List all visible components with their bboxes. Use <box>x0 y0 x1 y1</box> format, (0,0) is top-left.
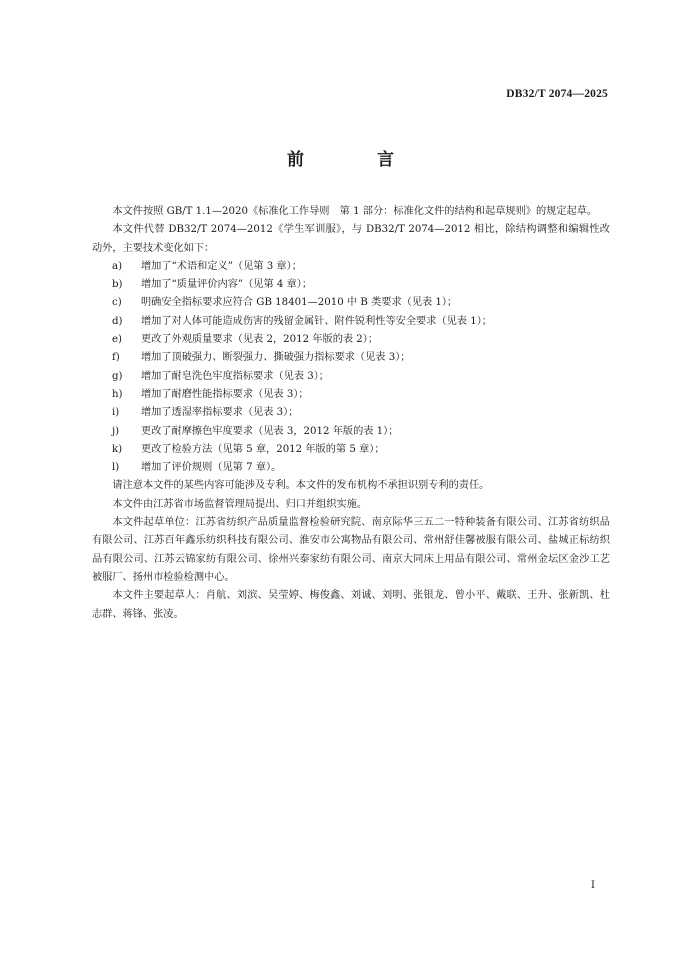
list-marker: k) <box>112 443 123 455</box>
paragraph-drafting-basis: 本文件按照 GB/T 1.1—2020《标准化工作导则 第 1 部分：标准化文件的结构和起草规则》的规定起草。 <box>112 206 598 217</box>
list-item <box>92 404 610 422</box>
list-item-text: 增加了透湿率指标要求（见表 3）； <box>141 407 299 419</box>
list-item <box>92 386 610 404</box>
list-marker: b) <box>112 279 123 291</box>
list-item-text: 更改了外观质量要求（见表 2，2012 年版的表 2）； <box>141 334 379 346</box>
paragraph-patent-notice: 请注意本文件的某些内容可能涉及专利。本文件的发布机构不承担识别专利的责任。 <box>112 480 490 492</box>
page-title: 前 言 <box>287 150 422 170</box>
list-item-text: 明确安全指标要求应符合 GB 18401—2010 中 B 类要求（见表 1）； <box>141 297 458 309</box>
list-marker: c) <box>112 297 122 309</box>
list-item-text: 增加了耐磨性能指标要求（见表 3）； <box>141 388 309 400</box>
list-item <box>92 368 610 386</box>
page-number: I <box>591 880 595 891</box>
list-marker: i) <box>112 407 120 419</box>
list-item-text: 增加了对人体可能造成伤害的残留金属针、附件锐利性等安全要求（见表 1）； <box>141 315 492 327</box>
list-marker: d) <box>112 315 123 327</box>
list-item <box>92 258 610 276</box>
list-item <box>92 441 610 459</box>
list-item-text: 增加了“质量评价内容”（见第 4 章）； <box>141 279 313 291</box>
list-item-text: 增加了“术语和定义”（见第 3 章）； <box>141 260 302 272</box>
changes-list <box>92 258 610 478</box>
paragraph-replacement-note: 本文件代替 DB32/T 2074—2012《学生军训服》，与 DB32/T 2074—2012 相比，除结构调整和编辑性改动外，主要技术变化如下： <box>92 224 610 254</box>
list-marker: a) <box>112 260 123 272</box>
paragraph-drafting-units: 本文件起草单位：江苏省纺织产品质量监督检验研究院、南京际华三五二一特种装备有限公司、江苏省纺织品有限公司、江苏百年鑫乐纺织科技有限公司、淮安市公寓物品有限公司、常州舒佳馨被服有限公司、盐城正标纺织品有限公司、江苏云锦家纺有限公司、徐州兴泰家纺有限公司、南京大同床上用品有限公司、常州金坛区金沙工艺被服厂、扬州市检验检测中心。 <box>92 517 610 583</box>
list-item <box>92 313 610 331</box>
list-item-text: 增加了评价规则（见第 7 章）。 <box>141 462 282 474</box>
list-marker: j) <box>112 425 120 437</box>
list-item-text: 更改了耐摩擦色牢度要求（见表 3，2012 年版的表 1）； <box>141 425 399 437</box>
list-marker: h) <box>112 388 123 400</box>
document-number: DB32/T 2074—2025 <box>506 88 608 100</box>
list-item-text: 增加了耐皂洗色牢度指标要求（见表 3）； <box>141 370 329 382</box>
list-marker: f) <box>112 352 120 364</box>
list-item <box>92 459 610 477</box>
paragraph-drafters: 本文件主要起草人：肖航、刘滨、吴莹婷、梅俊鑫、刘诚、刘明、张银龙、曾小平、戴联、王升、张新凯、杜志群、蒋锋、张凌。 <box>92 590 610 620</box>
list-marker: l) <box>112 462 120 474</box>
list-item-text: 更改了检验方法（见第 5 章，2012 年版的第 5 章）； <box>141 443 385 455</box>
list-item <box>92 331 610 349</box>
list-item <box>92 349 610 367</box>
list-item <box>92 294 610 312</box>
foreword-body <box>92 203 610 624</box>
list-item <box>92 276 610 294</box>
list-item <box>92 423 610 441</box>
list-item-text: 增加了顶破强力、断裂强力、撕破强力指标要求（见表 3）； <box>141 352 411 364</box>
list-marker: e) <box>112 334 123 346</box>
list-marker: g) <box>112 370 123 382</box>
paragraph-proposer: 本文件由江苏省市场监督管理局提出、归口并组织实施。 <box>112 498 368 510</box>
